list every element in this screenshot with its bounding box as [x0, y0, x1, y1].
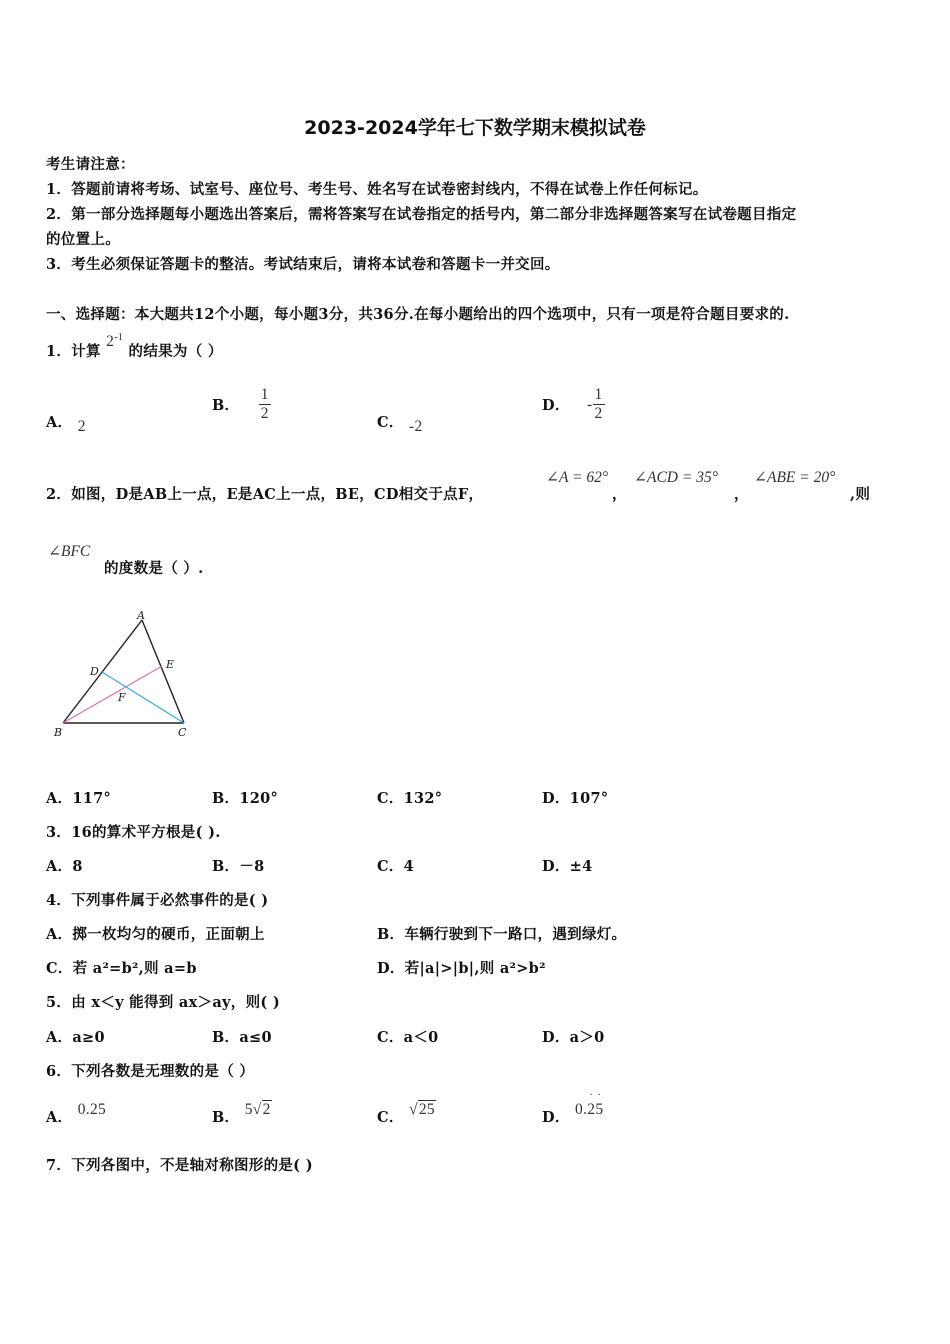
- notice-item-1: 1．答题前请将考场、试室号、座位号、考生号、姓名写在试卷密封线内，不得在试卷上作任何标记。: [46, 181, 708, 198]
- q5-option-c[interactable]: C．a＜0: [377, 1029, 439, 1046]
- page-title: 2023-2024学年七下数学期末模拟试卷: [304, 117, 646, 139]
- q1-pre: 1．计算: [46, 343, 101, 360]
- q1-text: [46, 331, 223, 361]
- q5-text: 5．由 x＜y 能得到 ax＞ay，则( ): [46, 994, 281, 1011]
- label-d: D: [90, 665, 99, 678]
- q6-text: 6．下列各数是无理数的是（ ）: [46, 1063, 255, 1080]
- q2-post: ,则: [850, 486, 871, 503]
- q5-option-b[interactable]: B．a≤0: [212, 1029, 272, 1046]
- side-ac: [142, 620, 184, 723]
- side-ab: [63, 620, 142, 723]
- q2-sep-1: ，: [612, 486, 627, 503]
- q1-post: 的结果为（ ）: [128, 343, 223, 360]
- q6-option-c[interactable]: C． √25: [377, 1101, 435, 1126]
- section-heading: 一、选择题：本大题共12个小题，每小题3分，共36分.在每小题给出的四个选项中，只有一项是符合题目要求的.: [46, 306, 790, 323]
- q3-option-d[interactable]: D．±4: [542, 858, 593, 875]
- q6-option-a[interactable]: A． 0.25: [46, 1101, 107, 1126]
- notice-item-2: 2．第一部分选择题每小题选出答案后，需将答案写在试卷指定的括号内，第二部分非选择题答案写在试卷题目指定: [46, 206, 797, 223]
- q7-text: 7．下列各图中，不是轴对称图形的是( ): [46, 1157, 313, 1174]
- q4-option-b[interactable]: B．车辆行驶到下一路口，遇到绿灯。: [377, 926, 627, 943]
- q3-option-c[interactable]: C．4: [377, 858, 415, 875]
- label-c: C: [178, 726, 187, 739]
- notice-item-2-cont: 的位置上。: [46, 231, 120, 248]
- segment-cd: [102, 672, 184, 723]
- label-a: A: [137, 609, 145, 622]
- q2-cond-angle-acd: ∠ACD = 35°: [634, 469, 718, 486]
- q2-text: 2．如图，D是AB上一点，E是AC上一点，BE，CD相交于点F，: [46, 486, 484, 503]
- triangle-figure: [50, 608, 200, 743]
- notice-heading: 考生请注意：: [46, 156, 135, 173]
- notice-item-3: 3．考生必须保证答题卡的整洁。考试结束后，请将本试卷和答题卡一并交回。: [46, 256, 560, 273]
- q1-option-a[interactable]: A． 2: [46, 414, 86, 435]
- q5-option-a[interactable]: A．a≥0: [46, 1029, 105, 1046]
- label-b: B: [54, 726, 63, 739]
- q3-option-b[interactable]: B．－8: [212, 858, 265, 875]
- q2-cond-angle-abe: ∠ABE = 20°: [754, 469, 836, 486]
- q6-option-b[interactable]: B． 5√2: [212, 1101, 271, 1126]
- q4-option-d[interactable]: D．若|a|>|b|,则 a²>b²: [377, 960, 546, 977]
- q1-option-d[interactable]: D． - $\frac{1}{2}$: [542, 386, 603, 422]
- q2-line2: 的度数是（ ）.: [104, 560, 204, 577]
- q4-option-a[interactable]: A．掷一枚均匀的硬币，正面朝上: [46, 926, 265, 943]
- segment-be: [63, 666, 162, 723]
- q2-option-d[interactable]: D．107°: [542, 790, 609, 807]
- q2-option-c[interactable]: C．132°: [377, 790, 443, 807]
- q4-option-c[interactable]: C．若 a²=b²,则 a=b: [46, 960, 197, 977]
- q2-option-b[interactable]: B．120°: [212, 790, 279, 807]
- q3-option-a[interactable]: A．8: [46, 858, 83, 875]
- q1-power: $2^{-1}$: [106, 331, 124, 350]
- q1-option-b[interactable]: B． $\frac{1}{2}$: [212, 386, 269, 422]
- q4-text: 4．下列事件属于必然事件的是( ): [46, 892, 269, 909]
- q1-option-c[interactable]: C． -2: [377, 414, 423, 435]
- q2-option-a[interactable]: A．117°: [46, 790, 112, 807]
- q2-target-angle: ∠BFC: [48, 543, 91, 560]
- q2-sep-2: ，: [734, 486, 749, 503]
- q3-text: 3．16的算术平方根是( ).: [46, 824, 221, 841]
- label-e: E: [166, 658, 175, 671]
- label-f: F: [118, 691, 126, 704]
- q6-option-d[interactable]: D． 0.2 · 5 ·: [542, 1089, 604, 1126]
- q2-cond-angle-a: ∠A = 62°: [546, 469, 609, 486]
- q5-option-d[interactable]: D．a＞0: [542, 1029, 605, 1046]
